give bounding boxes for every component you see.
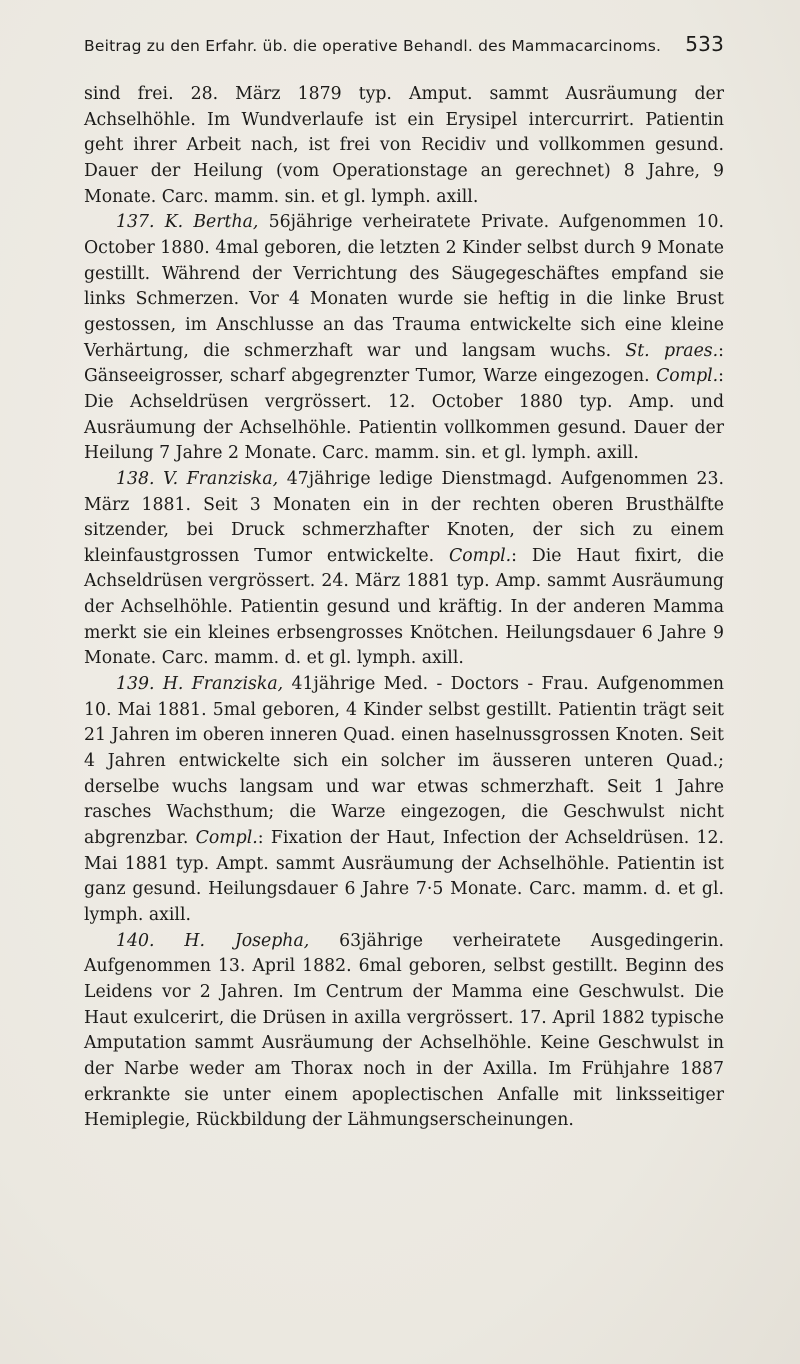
- running-header: [84, 32, 724, 66]
- patient-name: H. Josepha,: [184, 930, 310, 951]
- case-entry-137: [84, 210, 724, 467]
- case-entry-140: [84, 929, 724, 1134]
- case-text: 56jährige verheiratete Private. Aufgenommen 10. October 1880. 4mal geboren, die letzten 2 Kinder selbst durch 9 Monate gestillt. Während der Verrichtung des Säugegeschäftes empfand sie links Schmerzen. Vor 4 Monaten wurde sie heftig in die linke Brust gestossen, im Anschlusse an das Trauma entwickelte sich eine kleine Verhärtung, die schmerzhaft war und langsam wuchs.: [84, 212, 724, 361]
- abbreviation: St. praes.: [625, 340, 719, 361]
- patient-name: H. Franziska,: [162, 674, 284, 695]
- case-number: 140.: [116, 930, 155, 951]
- abbreviation: Compl.: [195, 828, 258, 849]
- case-text: : Die Haut fixirt, die Achseldrüsen vergrössert. 24. März 1881 typ. Amp. sammt Ausräumung der Achselhöhle. Patientin gesund und kräftig. In der anderen Mamma merkt sie ein kleines erbsengrosses Knötchen. Heilungsdauer 6 Jahre 9 Monate. Carc. mamm. d. et gl. lymph. axill.: [84, 545, 724, 669]
- case-text: 63jährige verheiratete Ausgedingerin. Aufgenommen 13. April 1882. 6mal geboren, selbst gestillt. Beginn des Leidens vor 2 Jahren. Im Centrum der Mamma eine Geschwulst. Die Haut exulcerirt, die Drüsen in axilla vergrössert. 17. April 1882 typische Amputation sammt Ausräumung der Achselhöhle. Keine Geschwulst in der Narbe weder am Thorax noch in der Axilla. Im Frühjahre 1887 erkrankte sie unter einem apoplectischen Anfalle mit linksseitiger Hemiplegie, Rückbildung der Lähmungserscheinungen.: [84, 930, 724, 1131]
- paragraph-text: sind frei. 28. März 1879 typ. Amput. sammt Ausräumung der Achselhöhle. Im Wundverlaufe ist ein Erysipel intercurrirt. Patientin geht ihrer Arbeit nach, ist frei von Recidiv und vollkommen gesund. Dauer der Heilung (vom Operationstage an gerechnet) 8 Jahre, 9 Monate. Carc. mamm. sin. et gl. lymph. axill.: [84, 84, 724, 207]
- case-text: : Gänseeigrosser, scharf abgegrenzter Tumor, Warze eingezogen.: [84, 340, 724, 387]
- body-text: [84, 82, 724, 1134]
- case-number: 139.: [116, 674, 155, 695]
- case-entry-139: [84, 672, 724, 929]
- case-text: : Die Achseldrüsen vergrössert. 12. October 1880 typ. Amp. und Ausräumung der Achselhöhle. Patientin vollkommen gesund. Dauer der Heilung 7 Jahre 2 Monate. Carc. mamm. sin. et gl. lymph. axill.: [84, 366, 724, 464]
- case-entry-138: [84, 467, 724, 672]
- case-number: 137.: [116, 212, 155, 233]
- case-number: 138.: [116, 468, 155, 489]
- paragraph-continuation: [84, 82, 724, 210]
- patient-name: K. Bertha,: [164, 212, 259, 233]
- running-title: Beitrag zu den Erfahr. üb. die operative Behandl. des Mammacarcinoms.: [84, 37, 662, 55]
- case-text: 41jährige Med. - Doctors - Frau. Aufgenommen 10. Mai 1881. 5mal geboren, 4 Kinder selbst gestillt. Patientin trägt seit 21 Jahren im oberen inneren Quad. einen haselnussgrossen Knoten. Seit 4 Jahren entwickelte sich ein solcher im äusseren unteren Quad.; derselbe wuchs langsam und war etwas schmerzhaft. Seit 1 Jahre rasches Wachsthum; die Warze eingezogen, die Geschwulst nicht abgrenzbar.: [84, 674, 724, 849]
- patient-name: V. Franziska,: [163, 468, 279, 489]
- page-number: 533: [685, 32, 724, 56]
- abbreviation: Compl.: [656, 366, 719, 387]
- case-text: 47jährige ledige Dienstmagd. Aufgenommen 23. März 1881. Seit 3 Monaten ein in der rechten oberen Brusthälfte sitzender, bei Druck schmerzhafter Knoten, der sich zu einem kleinfaustgrossen Tumor entwickelte.: [84, 468, 725, 566]
- case-text: : Fixation der Haut, Infection der Achseldrüsen. 12. Mai 1881 typ. Ampt. sammt Ausräumung der Achselhöhle. Patientin ist ganz gesund. Heilungsdauer 6 Jahre 7·5 Monate. Carc. mamm. d. et gl. lymph. axill.: [84, 828, 724, 925]
- abbreviation: Compl.: [449, 545, 512, 566]
